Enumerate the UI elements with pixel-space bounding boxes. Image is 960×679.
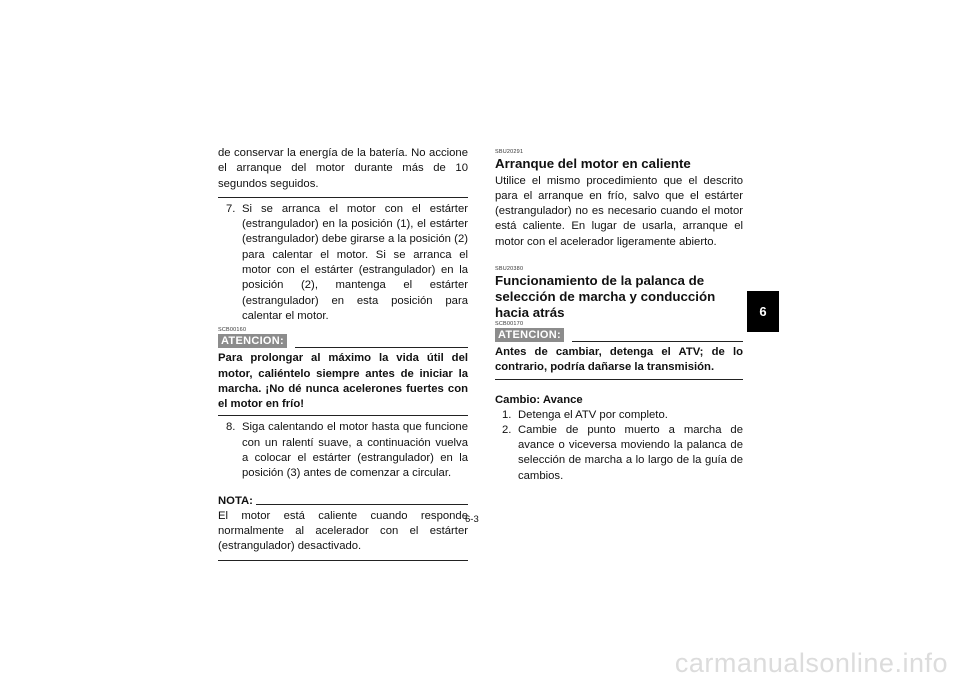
caution-label: ATENCION: <box>218 334 287 348</box>
note-label: NOTA: <box>218 494 253 507</box>
step-8 <box>218 420 468 481</box>
note-text: El motor está caliente cuando responde normalmente al acelerador con el estárter (estrangulador) desactivado. <box>218 509 468 553</box>
step-number: 8. <box>226 421 236 434</box>
note-rule <box>256 504 468 505</box>
subsection-title: Cambio: Avance <box>495 393 583 406</box>
section-paragraph: Utilice el mismo procedimiento que el descrito para el arranque en frío, salvo que el estárter (estrangulador) no es necesario cuando el motor está caliente. En lugar de usarla, arranque el motor con el acelerador ligeramente abierto. <box>495 174 743 248</box>
caution-rule <box>572 341 743 342</box>
watermark: carmanualsonline.info <box>674 648 948 678</box>
caution-label: ATENCION: <box>495 328 564 342</box>
caution-end-rule <box>495 379 743 380</box>
intro-paragraph: de conservar la energía de la batería. No accione el arranque del motor durante más de 10 segundos seguidos. <box>218 147 468 190</box>
step-number: 2. <box>502 423 512 436</box>
chapter-tab: 6 <box>747 291 779 332</box>
section-title: Arranque del motor en caliente <box>495 156 691 171</box>
step-7 <box>218 202 468 324</box>
caution-header <box>495 328 743 342</box>
step-text: Si se arranca el motor con el estárter (estrangulador) en la posición (1), el estárter (estrangulador) debe girarse a la posición (2) para calentar el motor. Si se arranca el motor con el estárter (estrangulador) en la posición (2), mantenga el estárter (estrangulador) en esta posición para calentar el motor. <box>242 202 468 322</box>
caution-end-rule <box>218 415 468 416</box>
step-1 <box>495 408 743 423</box>
right-column <box>495 0 743 484</box>
section-code: SBU20380 <box>495 265 524 272</box>
step-text: Detenga el ATV por completo. <box>518 408 668 421</box>
step-number: 7. <box>226 202 236 215</box>
step-number: 1. <box>502 408 512 421</box>
caution-rule <box>295 347 468 348</box>
caution-code: SCB00160 <box>218 327 247 334</box>
caution-header <box>218 334 468 348</box>
section-code: SBU20291 <box>495 149 524 155</box>
page-number: 6-3 <box>465 514 479 525</box>
note-header <box>218 494 468 508</box>
note-end-rule <box>218 560 468 561</box>
step-text: Cambie de punto muerto a marcha de avance o viceversa moviendo la palanca de selección de marcha a lo largo de la guía de cambios. <box>518 423 743 482</box>
section-title: Funcionamiento de la palanca de selección de marcha y conducción hacia atrás <box>495 272 716 320</box>
section-divider <box>218 197 468 198</box>
left-column <box>218 0 468 561</box>
caution-code: SCB00170 <box>495 320 524 327</box>
step-text: Siga calentando el motor hasta que funcione con un ralentí suave, a continuación vuelva a colocar el estárter (estrangulador) en la posición (3) antes de comenzar a circular. <box>242 421 468 480</box>
caution-text: Para prolongar al máximo la vida útil del motor, caliéntelo siempre antes de iniciar la marcha. ¡No dé nunca acelerones fuertes con el motor en frío! <box>218 352 468 411</box>
caution-text: Antes de cambiar, detenga el ATV; de lo contrario, podría dañarse la transmisión. <box>495 345 743 374</box>
step-2 <box>495 423 743 484</box>
